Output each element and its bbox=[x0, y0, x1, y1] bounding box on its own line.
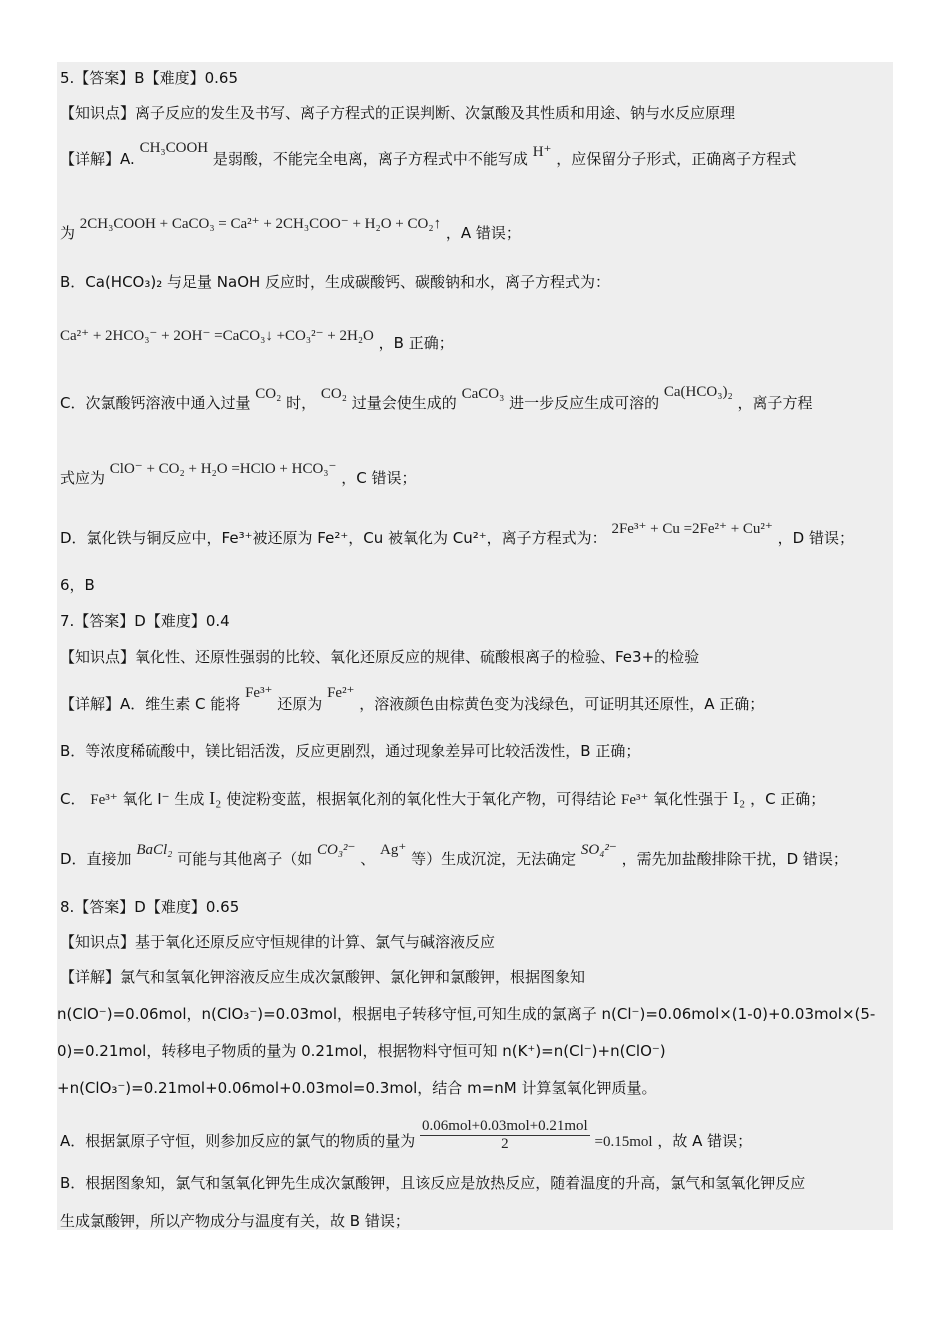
formula-fe3: Fe³⁺ bbox=[621, 792, 649, 808]
q5-detail-a-equation: 为 2CH₃COOH + CaCO₃ = Ca²⁺ + 2CH₃COO⁻ + H₂O + CO₂↑ ，A 错误； bbox=[60, 216, 521, 242]
q7-detail-c: C． Fe³⁺ 氧化 I⁻ 生成 I₂ 使淀粉变蓝，根据氧化剂的氧化性大于氧化产物，可得结论 Fe³⁺ 氧化性强于 I₂ ，C 正确； bbox=[60, 788, 826, 808]
equation-bicarbonate-hydroxide: Ca²⁺ + 2HCO₃⁻ + 2OH⁻ =CaCO₃↓ +CO₃²⁻ + 2H₂O bbox=[60, 328, 374, 344]
formula-co2: CO₂ bbox=[255, 386, 282, 402]
equation-fe3-cu: 2Fe³⁺ + Cu =2Fe²⁺ + Cu²⁺ bbox=[611, 521, 773, 537]
formula-co3: CO₃²⁻ bbox=[316, 842, 356, 858]
formula-ca-hco3-2: Ca(HCO₃)₂ bbox=[663, 384, 733, 400]
q5-detail-d: D．氯化铁与铜反应中，Fe³⁺被还原为 Fe²⁺，Cu 被氧化为 Cu²⁺，离子方程式为： 2Fe³⁺ + Cu =2Fe²⁺ + Cu²⁺ ，D 错误； bbox=[60, 521, 854, 547]
formula-co2: CO₂ bbox=[320, 386, 347, 402]
q8-detail-b-line-2: 生成氯酸钾，所以产物成分与温度有关，故 B 错误； bbox=[60, 1212, 410, 1230]
q5-detail-c: C．次氯酸钙溶液中通入过量 CO₂ 时， CO₂ 过量会使生成的 CaCO₃ 进一步反应生成可溶的 Ca(HCO₃)₂ ，离子方程 bbox=[60, 384, 813, 412]
q8-detail-b-line-1: B．根据图象知，氯气和氢氧化钾先生成次氯酸钾，且该反应是放热反应，随着温度的升高，氯气和氢氧化钾反应 bbox=[60, 1174, 806, 1192]
q8-header: 8.【答案】D【难度】0.65 bbox=[60, 898, 240, 916]
q7-detail-a: 【详解】A．维生素 C 能将 Fe³⁺ 还原为 Fe²⁺ ，溶液颜色由棕黄色变为浅绿色，可证明其还原性，A 正确； bbox=[60, 685, 765, 713]
q7-header: 7.【答案】D【难度】0.4 bbox=[60, 612, 230, 630]
formula-ag-plus: Ag⁺ bbox=[380, 842, 407, 858]
q8-detail-line-4: +n(ClO₃⁻)=0.21mol+0.06mol+0.03mol=0.3mol，结合 m=nM 计算氢氧化钾质量。 bbox=[57, 1079, 657, 1097]
formula-caco3: CaCO₃ bbox=[461, 386, 505, 402]
formula-ch3cooh: CH₃COOH bbox=[139, 140, 209, 156]
q5-header: 5.【答案】B【难度】0.65 bbox=[60, 69, 239, 87]
q7-detail-d: D．直接加 BaCl₂ 可能与其他离子（如 CO₃²⁻ 、 Ag⁺ 等）生成沉淀，无法确定 SO₄²⁻ ，需先加盐酸排除干扰，D 错误； bbox=[60, 842, 848, 868]
q7-knowledge: 【知识点】氧化性、还原性强弱的比较、氧化还原反应的规律、硫酸根离子的检验、Fe3+的检验 bbox=[60, 648, 700, 666]
q8-detail-line-3: 0)=0.21mol，转移电子物质的量为 0.21mol，根据物料守恒可知 n(K⁺)=n(Cl⁻)+n(ClO⁻) bbox=[57, 1042, 666, 1060]
q8-detail-line-2: n(ClO⁻)=0.06mol，n(ClO₃⁻)=0.03mol，根据电子转移守恒,可知生成的氯离子 n(Cl⁻)=0.06mol×(1-0)+0.03mol×(5- bbox=[57, 1005, 876, 1023]
q5-detail-b-equation: Ca²⁺ + 2HCO₃⁻ + 2OH⁻ =CaCO₃↓ +CO₃²⁻ + 2H₂O ，B 正确； bbox=[60, 328, 454, 352]
fraction-chlorine-moles bbox=[420, 1118, 590, 1153]
q5-detail-a: 【详解】A. CH₃COOH 是弱酸，不能完全电离，离子方程式中不能写成 H⁺ ，应保留分子形式，正确离子方程式 bbox=[60, 140, 797, 168]
q5-detail-b: B．Ca(HCO₃)₂ 与足量 NaOH 反应时，生成碳酸钙、碳酸钠和水，离子方程式为： bbox=[60, 273, 611, 291]
formula-fe2: Fe²⁺ bbox=[327, 685, 355, 701]
q5-knowledge: 【知识点】离子反应的发生及书写、离子方程式的正误判断、次氯酸及其性质和用途、钠与水反应原理 bbox=[60, 104, 736, 122]
fraction-result: =0.15mol bbox=[594, 1134, 653, 1150]
fraction-numerator: 0.06mol+0.03mol+0.21mol bbox=[422, 1118, 588, 1134]
q8-detail-line-1: 【详解】氯气和氢氧化钾溶液反应生成次氯酸钾、氯化钾和氯酸钾，根据图象知 bbox=[60, 968, 586, 986]
q8-detail-a: A．根据氯原子守恒，则参加反应的氯气的物质的量为 0.06mol+0.03mol+0.21mol 2 =0.15mol ，故 A 错误； bbox=[60, 1118, 753, 1152]
formula-fe3: Fe³⁺ bbox=[90, 792, 118, 808]
formula-h-plus: H⁺ bbox=[532, 144, 552, 160]
q7-detail-b: B．等浓度稀硫酸中，镁比铝活泼，反应更剧烈，通过现象差异可比较活泼性，B 正确； bbox=[60, 742, 641, 760]
q8-knowledge: 【知识点】基于氧化还原反应守恒规律的计算、氯气与碱溶液反应 bbox=[60, 933, 496, 951]
equation-acetic-acid-caco3: 2CH₃COOH + CaCO₃ = Ca²⁺ + 2CH₃COO⁻ + H₂O + CO₂↑ bbox=[79, 216, 442, 232]
formula-i2: I₂ bbox=[733, 788, 746, 808]
fraction-denominator: 2 bbox=[501, 1136, 509, 1152]
q6-answer: 6，B bbox=[60, 576, 95, 594]
formula-i2: I₂ bbox=[209, 788, 222, 808]
formula-so4: SO₄²⁻ bbox=[580, 842, 617, 858]
equation-hypochlorite-co2: ClO⁻ + CO₂ + H₂O =HClO + HCO₃⁻ bbox=[109, 461, 337, 477]
q5-detail-c-equation: 式应为 ClO⁻ + CO₂ + H₂O =HClO + HCO₃⁻ ，C 错误； bbox=[60, 461, 417, 487]
formula-bacl2: BaCl₂ bbox=[136, 842, 173, 858]
formula-fe3: Fe³⁺ bbox=[245, 685, 273, 701]
